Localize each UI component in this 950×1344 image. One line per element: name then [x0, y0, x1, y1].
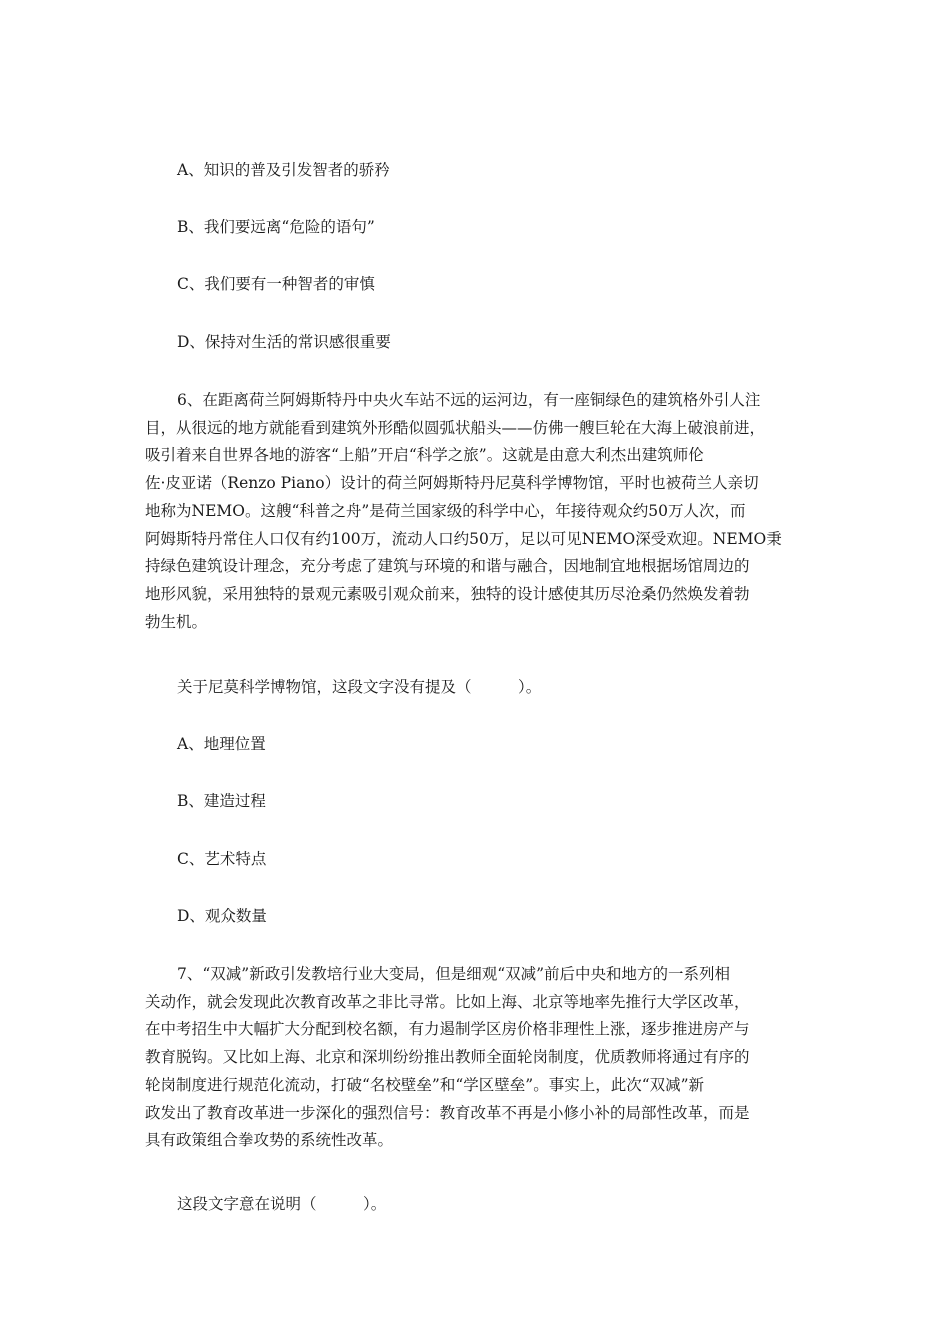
q6-line: 地形风貌，采用独特的景观元素吸引观众前来，独特的设计感使其历尽沧桑仍然焕发着勃	[145, 584, 750, 603]
q6-option-a: A、地理位置	[177, 735, 266, 753]
q5-option-c: C、我们要有一种智者的审慎	[177, 275, 375, 293]
q6-option-b: B、建造过程	[177, 792, 266, 810]
q6-line: 6、在距离荷兰阿姆斯特丹中央火车站不远的运河边，有一座铜绿色的建筑格外引人注	[177, 391, 761, 409]
q6-passage	[145, 387, 810, 636]
q6-line: 地称为NEMO。这艘“科普之舟”是荷兰国家级的科学中心，年接待观众约50万人次，而	[145, 501, 746, 520]
q6-line: 佐·皮亚诺（Renzo Piano）设计的荷兰阿姆斯特丹尼莫科学博物馆，平时也被荷兰人亲切	[145, 474, 759, 493]
q6-option-d: D、观众数量	[177, 907, 267, 925]
q6-line: 勃生机。	[145, 612, 208, 631]
q7-line: 具有政策组合拳攻势的系统性改革。	[145, 1131, 394, 1150]
q7-line: 轮岗制度进行规范化流动，打破“名校壁垒”和“学区壁垒”。事实上，此次“双减”新	[145, 1075, 705, 1094]
q5-option-a: A、知识的普及引发智者的骄矜	[177, 161, 390, 179]
q7-question: 这段文字意在说明（ ）。	[177, 1195, 387, 1213]
q7-line: 教育脱钩。又比如上海、北京和深圳纷纷推出教师全面轮岗制度，优质教师将通过有序的	[145, 1048, 750, 1067]
q6-line: 吸引着来自世界各地的游客“上船”开启“科学之旅”。这就是由意大利杰出建筑师伦	[145, 446, 704, 465]
q7-line: 关动作，就会发现此次教育改革之非比寻常。比如上海、北京等地率先推行大学区改革，	[145, 992, 750, 1011]
q7-line: 7、“双减”新政引发教培行业大变局，但是细观“双减”前后中央和地方的一系列相	[177, 965, 731, 983]
q6-line: 阿姆斯特丹常住人口仅有约100万，流动人口约50万，足以可见NEMO深受欢迎。NEMO秉	[145, 529, 782, 548]
q6-line: 目，从很远的地方就能看到建筑外形酷似圆弧状船头——仿佛一艘巨轮在大海上破浪前进，	[145, 418, 766, 437]
q5-option-d: D、保持对生活的常识感很重要	[177, 333, 391, 351]
q7-line: 政发出了教育改革进一步深化的强烈信号：教育改革不再是小修小补的局部性改革，而是	[145, 1103, 750, 1122]
q6-line: 持绿色建筑设计理念，充分考虑了建筑与环境的和谐与融合，因地制宜地根据场馆周边的	[145, 557, 750, 576]
q6-question: 关于尼莫科学博物馆，这段文字没有提及（ ）。	[177, 678, 542, 696]
q6-option-c: C、艺术特点	[177, 850, 267, 868]
q5-option-b: B、我们要远离“危险的语句”	[177, 218, 375, 236]
q7-passage	[145, 961, 810, 1155]
q7-line: 在中考招生中大幅扩大分配到校名额，有力遏制学区房价格非理性上涨，逐步推进房产与	[145, 1020, 750, 1039]
